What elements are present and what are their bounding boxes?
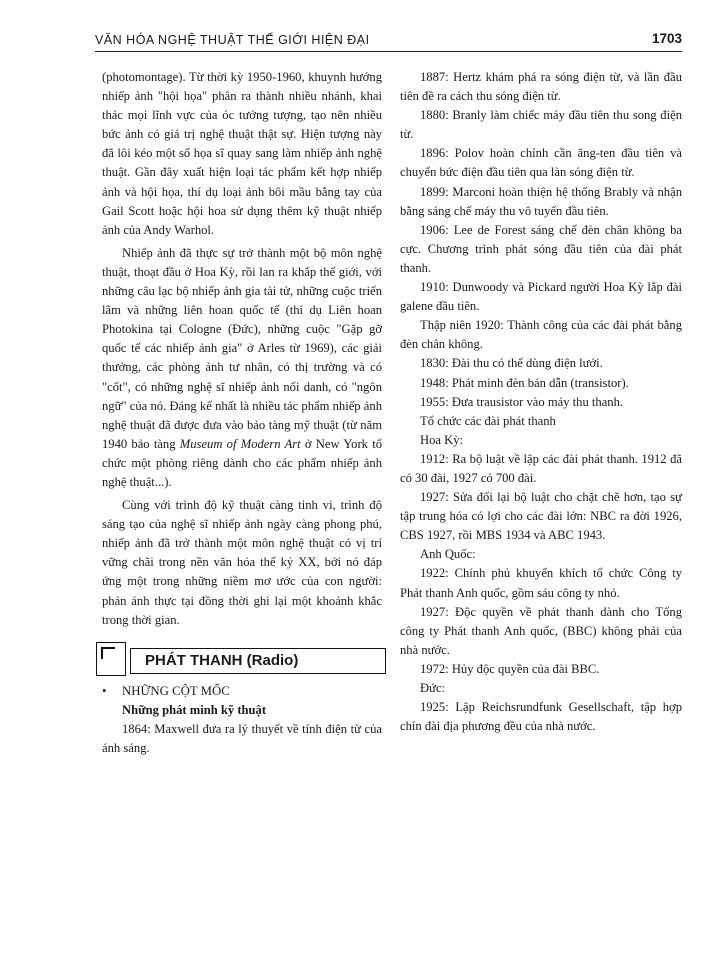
timeline-item: 1899: Marconi hoàn thiện hệ thống Brably và nhận bằng sáng chế máy thu vô tuyến đầu tiên. bbox=[400, 184, 682, 218]
usa-item: 1927: Sửa đổi lại bộ luật cho chặt chẽ hơn, tạo sự tập trung hóa có lợi cho các đài lớn: NBC ra đời 1926, CBS 1927, rồi MBS 1934 và ABC 1943. bbox=[400, 490, 682, 543]
paragraph-photo-art-a: Nhiếp ảnh đã thực sự trở thành một bộ môn nghệ thuật, thoạt đầu ở Hoa Kỳ, rồi lan ra khắp thế giới, với những câu lạc bộ nhiếp ảnh gia tài tử, những cuộc triển lãm và những liên hoan quốc tế (thí dụ Liên hoan Photokina tại Cologne (Đức), những cuộc "Gặp gỡ quốc tế các nhiếp ảnh gia" ở Arles từ 1969), các giải thưởng, các phòng ảnh tư nhân, có thị trường và có "cốt", có những nghệ sĩ nhiếp ảnh nổi danh, có "ngôn ngữ" của nó. Đáng kể nhất là nhiều tác phẩm nhiếp ảnh nghệ thuật đã được đưa vào bảo tàng mỹ thuật (từ năm 1940 bảo tàng bbox=[102, 245, 382, 451]
inventions-heading: Những phát minh kỹ thuật bbox=[122, 702, 267, 717]
timeline-item: 1887: Hertz khám phá ra sóng điện từ, và lần đầu tiên đề ra cách thu sóng điện từ. bbox=[400, 70, 682, 104]
uk-item: 1922: Chính phủ khuyến khích tổ chức Công ty Phát thanh Anh quốc, gồm sáu công ty nhỏ. bbox=[400, 566, 682, 600]
germany-item: 1925: Lập Reichsrundfunk Gesellschaft, tập hợp chín đài địa phương đều của nhà nước. bbox=[400, 700, 682, 734]
uk-heading: Anh Quốc: bbox=[420, 547, 476, 562]
paragraph-photo-art bbox=[102, 244, 382, 492]
usa-heading: Hoa Kỳ: bbox=[420, 432, 464, 447]
org-heading: Tổ chức các đài phát thanh bbox=[420, 413, 556, 428]
uk-item: 1927: Độc quyền về phát thanh dành cho Tổng công ty Phát thanh Anh quốc, (BBC) không phải của nhà nước. bbox=[400, 604, 682, 657]
paragraph-photo-technique: Cùng với trình độ kỹ thuật càng tinh vi, trình độ sáng tạo của nghệ sĩ nhiếp ảnh ngày càng phong phú, nhiếp ảnh đã trở thành một môn nghệ thuật có vị trí vững chãi trong nền văn hóa thế kỷ XX, bởi nó đáp ứng một trong những niềm mơ ước của con người: phản ánh thực tại đồng thời ghi lại một khoảnh khắc trong thời gian. bbox=[102, 498, 382, 627]
timeline-item: 1830: Đài thu có thể dùng điện lưới. bbox=[420, 356, 603, 371]
timeline-item: 1910: Dunwoody và Pickard người Hoa Kỳ lắp đài galene đầu tiên. bbox=[400, 280, 682, 314]
section-title: PHÁT THANH (Radio) bbox=[130, 648, 386, 674]
germany-heading: Đức: bbox=[420, 681, 446, 695]
timeline-item: 1906: Lee de Forest sáng chế đèn chân không ba cực. Chương trình phát sóng đầu tiên của đài phát thanh. bbox=[400, 222, 682, 275]
page-number: 1703 bbox=[651, 31, 682, 46]
left-column bbox=[102, 68, 382, 758]
paragraph-photomontage: (photomontage). Từ thời kỳ 1950-1960, khuynh hướng nhiếp ảnh "hội họa" phân ra thành nhiều nhánh, khai thác mọi lĩnh vực của óc tưởng tượng, tạo nên nhiều bức ảnh có giá trị nghệ thuật thật sự. Hiện tượng này đã lôi kéo một số họa sĩ quay sang làm nhiếp ảnh nghệ thuật. Gần đây xuất hiện loại tác phẩm kết hợp nhiếp ảnh và hội họa, thí dụ loại ảnh bôi mầu bằng tay của Gail Scott hoặc hội hoa sử dụng thêm kỹ thuật nhiếp ảnh của Andy Warhol. bbox=[102, 70, 382, 237]
item-1864: 1864: Maxwell đưa ra lý thuyết về tính điện từ của ánh sáng. bbox=[102, 721, 382, 755]
radio-section-icon bbox=[96, 642, 126, 676]
timeline-item: Thập niên 1920: Thành công của các đài phát bằng đèn chân không. bbox=[400, 318, 682, 352]
paragraph-photo-art-b: ở New York tổ chức một phòng riêng dành cho các phẩm nhiếp ảnh nghệ thuật...). bbox=[102, 436, 382, 489]
milestones-heading: • NHỮNG CỘT MỐC bbox=[102, 682, 382, 701]
usa-item: 1912: Ra bộ luật về lập các đài phát thanh. 1912 đã có 30 đài, 1927 có 700 đài. bbox=[400, 451, 682, 485]
page-header bbox=[95, 29, 682, 52]
uk-item: 1972: Hủy độc quyền của đài BBC. bbox=[420, 661, 600, 676]
running-title: VĂN HÓA NGHỆ THUẬT THẾ GIỚI HIỆN ĐẠI bbox=[95, 33, 370, 47]
timeline-item: 1955: Đưa trausistor vào máy thu thanh. bbox=[420, 394, 624, 409]
timeline-item: 1896: Polov hoàn chỉnh cần ăng-ten đầu tiên và chuyển bức điện đầu tiên qua làn sóng điện từ. bbox=[400, 146, 682, 180]
section-heading-radio bbox=[96, 642, 386, 676]
museum-name: Museum of Modern Art bbox=[179, 436, 301, 451]
timeline-item: 1880: Branly làm chiếc máy đầu tiên thu song điện từ. bbox=[400, 108, 682, 142]
timeline-item: 1948: Phát minh đèn bán dẫn (transistor). bbox=[420, 375, 629, 390]
right-column bbox=[400, 68, 682, 736]
